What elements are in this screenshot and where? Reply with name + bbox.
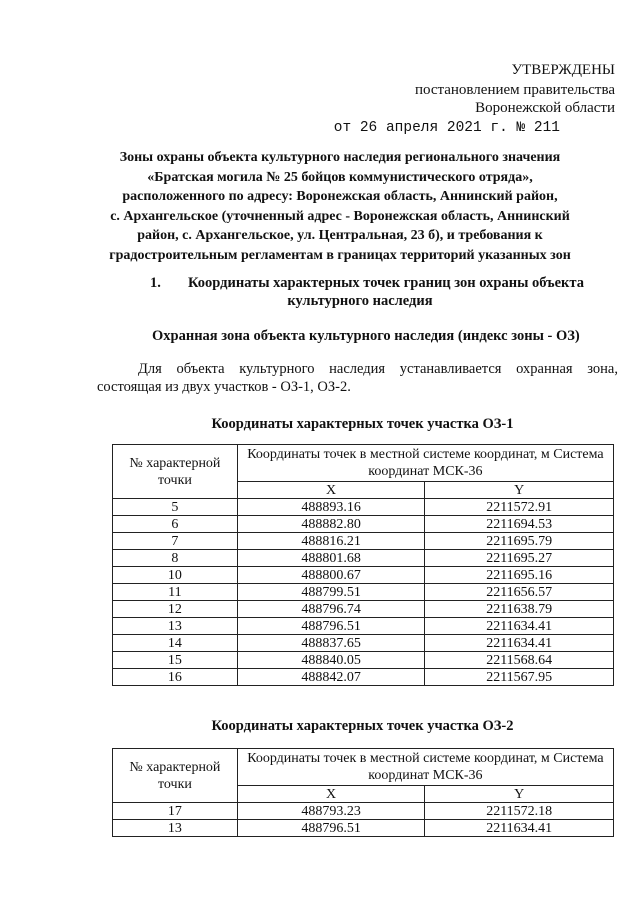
table2-caption: Координаты характерных точек участка ОЗ-2 [211,718,514,734]
header-coordinates: Координаты точек в местной системе координат, м Система координат МСК-36 [237,749,613,786]
document-title [60,148,620,265]
section-heading-line-2: культурного наследия [287,293,433,309]
zone-heading: Охранная зона объекта культурного наследия (индекс зоны - ОЗ) [152,328,580,344]
coordinates-table-oz2 [112,748,614,837]
x-value: 488796.51 [237,820,425,837]
y-value: 2211567.95 [425,669,614,686]
y-value: 2211656.57 [425,584,614,601]
table-row [113,533,614,550]
table-row [113,669,614,686]
point-number: 17 [113,803,238,820]
point-number: 13 [113,618,238,635]
point-number: 14 [113,635,238,652]
header-y: Y [425,482,614,499]
table-row [113,550,614,567]
y-value: 2211572.18 [425,803,614,820]
x-value: 488800.67 [237,567,425,584]
header-x: X [237,786,425,803]
y-value: 2211568.64 [425,652,614,669]
approval-date: от 26 апреля 2021 г. № 211 [333,120,560,136]
y-value: 2211695.27 [425,550,614,567]
approval-line-2: Воронежской области [475,100,615,116]
x-value: 488840.05 [237,652,425,669]
table-row [113,567,614,584]
point-number: 7 [113,533,238,550]
table-row [113,499,614,516]
table-row [113,601,614,618]
header-x: X [237,482,425,499]
y-value: 2211694.53 [425,516,614,533]
x-value: 488816.21 [237,533,425,550]
title-line: градостроительным регламентам в границах территорий указанных зон [109,247,571,263]
table-row [113,584,614,601]
paragraph-line-1: Для объекта культурного наследия устанавливается охранная зона, [138,361,618,377]
title-line: Зоны охраны объекта культурного наследия регионального значения [119,150,561,165]
x-value: 488801.68 [237,550,425,567]
table-row [113,516,614,533]
header-point-number: № характерной точки [113,445,238,499]
header-point-number: № характерной точки [113,749,238,803]
table-row [113,820,614,837]
point-number: 16 [113,669,238,686]
table-row [113,803,614,820]
x-value: 488837.65 [237,635,425,652]
table1-caption: Координаты характерных точек участка ОЗ-1 [211,416,514,432]
y-value: 2211634.41 [425,820,614,837]
section-number: 1. [150,275,161,291]
coordinates-table-oz1 [112,444,614,686]
y-value: 2211572.91 [425,499,614,516]
section-heading-line-1: Координаты характерных точек границ зон охраны объекта [188,275,584,291]
x-value: 488842.07 [237,669,425,686]
paragraph-line-2: состоящая из двух участков - ОЗ-1, ОЗ-2. [97,379,351,395]
y-value: 2211695.79 [425,533,614,550]
y-value: 2211638.79 [425,601,614,618]
point-number: 10 [113,567,238,584]
y-value: 2211634.41 [425,618,614,635]
header-coordinates: Координаты точек в местной системе координат, м Система координат МСК-36 [237,445,613,482]
x-value: 488799.51 [237,584,425,601]
title-line: с. Архангельское (уточненный адрес - Воронежская область, Аннинский [110,208,570,224]
table-row [113,652,614,669]
title-line: «Братская могила № 25 бойцов коммунистического отряда», [147,169,533,185]
point-number: 13 [113,820,238,837]
x-value: 488893.16 [237,499,425,516]
table-row [113,635,614,652]
x-value: 488796.74 [237,601,425,618]
point-number: 11 [113,584,238,601]
y-value: 2211634.41 [425,635,614,652]
approval-heading: УТВЕРЖДЕНЫ [511,62,615,78]
x-value: 488793.23 [237,803,425,820]
x-value: 488882.80 [237,516,425,533]
point-number: 6 [113,516,238,533]
header-y: Y [425,786,614,803]
title-line: район, с. Архангельское, ул. Центральная, 23 б), и требования к [137,228,543,243]
x-value: 488796.51 [237,618,425,635]
point-number: 12 [113,601,238,618]
point-number: 15 [113,652,238,669]
approval-line-1: постановлением правительства [414,82,615,98]
y-value: 2211695.16 [425,567,614,584]
point-number: 5 [113,499,238,516]
point-number: 8 [113,550,238,567]
title-line: расположенного по адресу: Воронежская область, Аннинский район, [122,189,558,204]
table-row [113,618,614,635]
